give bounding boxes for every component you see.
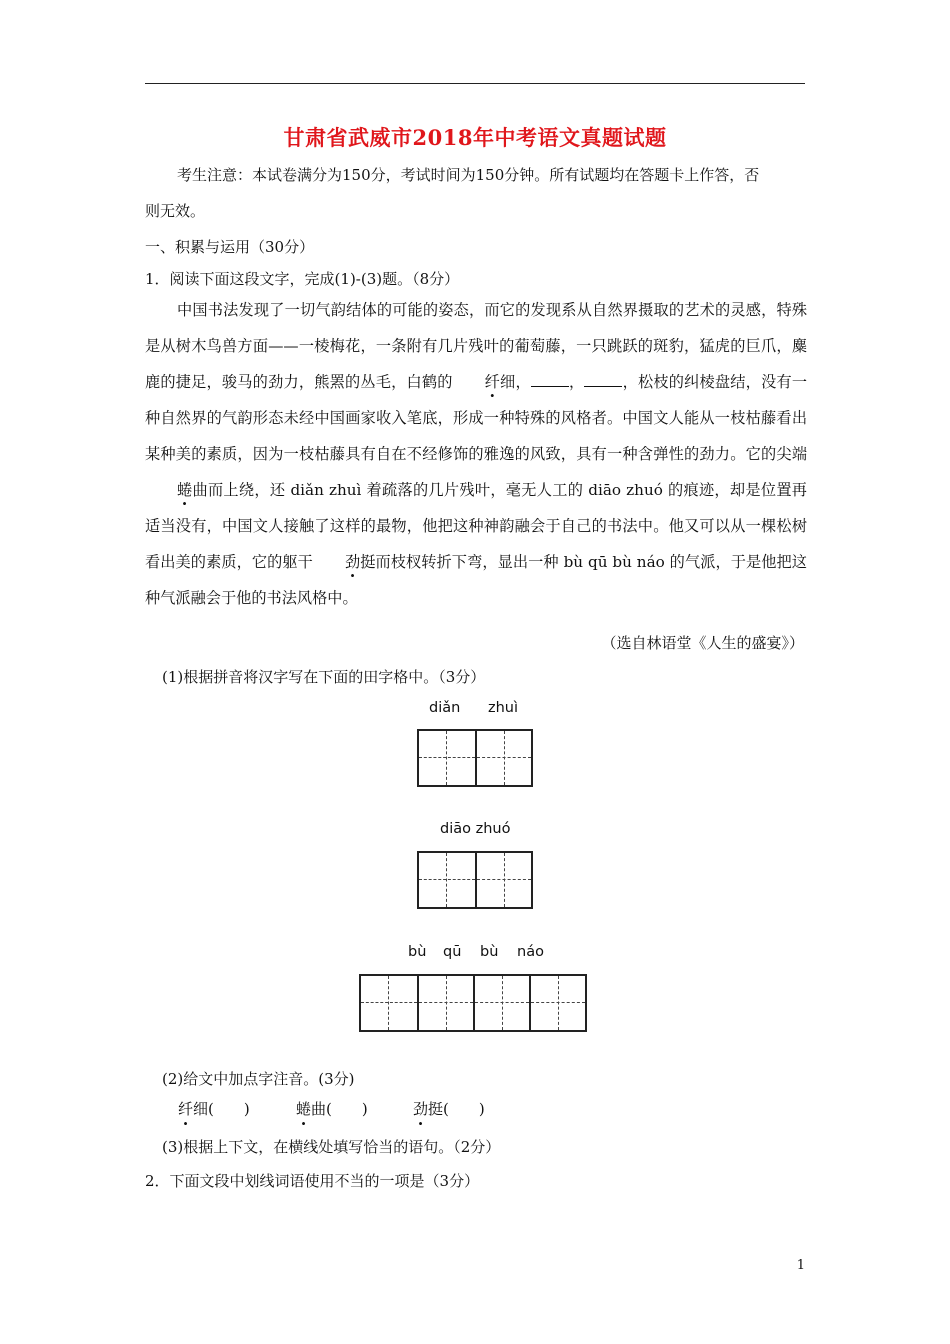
subquestion-3: (3)根据上下文，在横线处填写恰当的语句。（2分） <box>162 1138 501 1156</box>
section-heading: 一、积累与运用（30分） <box>145 238 315 256</box>
pinyin-label: zhuì <box>488 700 519 716</box>
tianzige-grid-1 <box>417 729 533 787</box>
annotation-item: 纤细( ) <box>178 1100 250 1118</box>
subquestion-1: (1)根据拼音将汉字写在下面的田字格中。（3分） <box>162 668 486 686</box>
annotation-item: 蜷曲( ) <box>296 1100 368 1118</box>
page-number: 1 <box>796 1258 805 1273</box>
tianzige-cell[interactable] <box>419 853 475 907</box>
tianzige-cell[interactable] <box>417 976 473 1030</box>
pinyin-label: diǎn <box>429 700 461 716</box>
dotted-char-3: 劲 <box>344 553 361 571</box>
pinyin-label: náo <box>517 944 544 960</box>
pinyin-label: bù <box>408 944 427 960</box>
tianzige-grid-3 <box>359 974 587 1032</box>
page-title: 甘肃省武威市2018年中考语文真题试题 <box>283 125 667 150</box>
source-citation: （选自林语堂《人生的盛宴》） <box>601 634 804 652</box>
question-1: 1．阅读下面这段文字，完成(1)-(3)题。（8分） <box>145 270 460 288</box>
fill-blank-1[interactable] <box>531 386 569 387</box>
tianzige-cell[interactable] <box>475 731 531 785</box>
annotation-item: 劲挺( ) <box>413 1100 485 1118</box>
tianzige-cell[interactable] <box>475 853 531 907</box>
reading-passage: 中国书法发现了一切气韵结体的可能的姿态，而它的发现系从自然界摄取的艺术的灵感，特殊是从树木鸟兽方面——一棱梅花，一条附有几片残叶的葡萄藤，一只跳跃的斑豹，猛虎的巨爪，麋鹿的捷足，骏马的劲力，熊罴的丛毛，白鹤的 纤细， ， ，松枝的纠棱盘结，没有一种自然界的气韵形态未经中国画家收入笔底，形成一种特殊的风格者。中国文人能从一枝枯藤看出某种美的素质，因为一枝枯藤具有自在不经修饰的雅逸的风致，具有一种含弹性的劲力。它的尖端蜷曲而上绕，还 diǎn zhuì 着疏落的几片残叶，毫无人工的 diāo zhuó 的痕迹，却是位置再适当没有，中国文人接触了这样的最物，他把这种神韵融会于自己的书法中。他又可以从一棵松树看出美的素质，它的躯干 劲挺而枝杈转折下弯，显出一种 bù qū bù náo 的气派，于是他把这种气派融会于他的书法风格中。 <box>145 301 808 607</box>
pinyin-label: bù <box>480 944 499 960</box>
fill-blank-2[interactable] <box>584 386 622 387</box>
tianzige-cell[interactable] <box>419 731 475 785</box>
tianzige-cell[interactable] <box>361 976 417 1030</box>
notice-line-1: 考生注意：本试卷满分为150分，考试时间为150分钟。所有试题均在答题卡上作答，否 <box>177 166 760 184</box>
pinyin-label: diāo zhuó <box>440 821 511 837</box>
question-2: 2．下面文段中划线词语使用不当的一项是（3分） <box>145 1172 480 1190</box>
dotted-char-2: 蜷 <box>177 481 193 499</box>
notice-line-2: 则无效。 <box>145 202 206 220</box>
pinyin-label: qū <box>443 944 462 960</box>
subquestion-2: (2)给文中加点字注音。(3分) <box>162 1070 355 1088</box>
tianzige-cell[interactable] <box>473 976 529 1030</box>
header-rule <box>145 83 805 84</box>
tianzige-cell[interactable] <box>529 976 585 1030</box>
tianzige-grid-2 <box>417 851 533 909</box>
dotted-char-1: 纤 <box>484 373 500 391</box>
